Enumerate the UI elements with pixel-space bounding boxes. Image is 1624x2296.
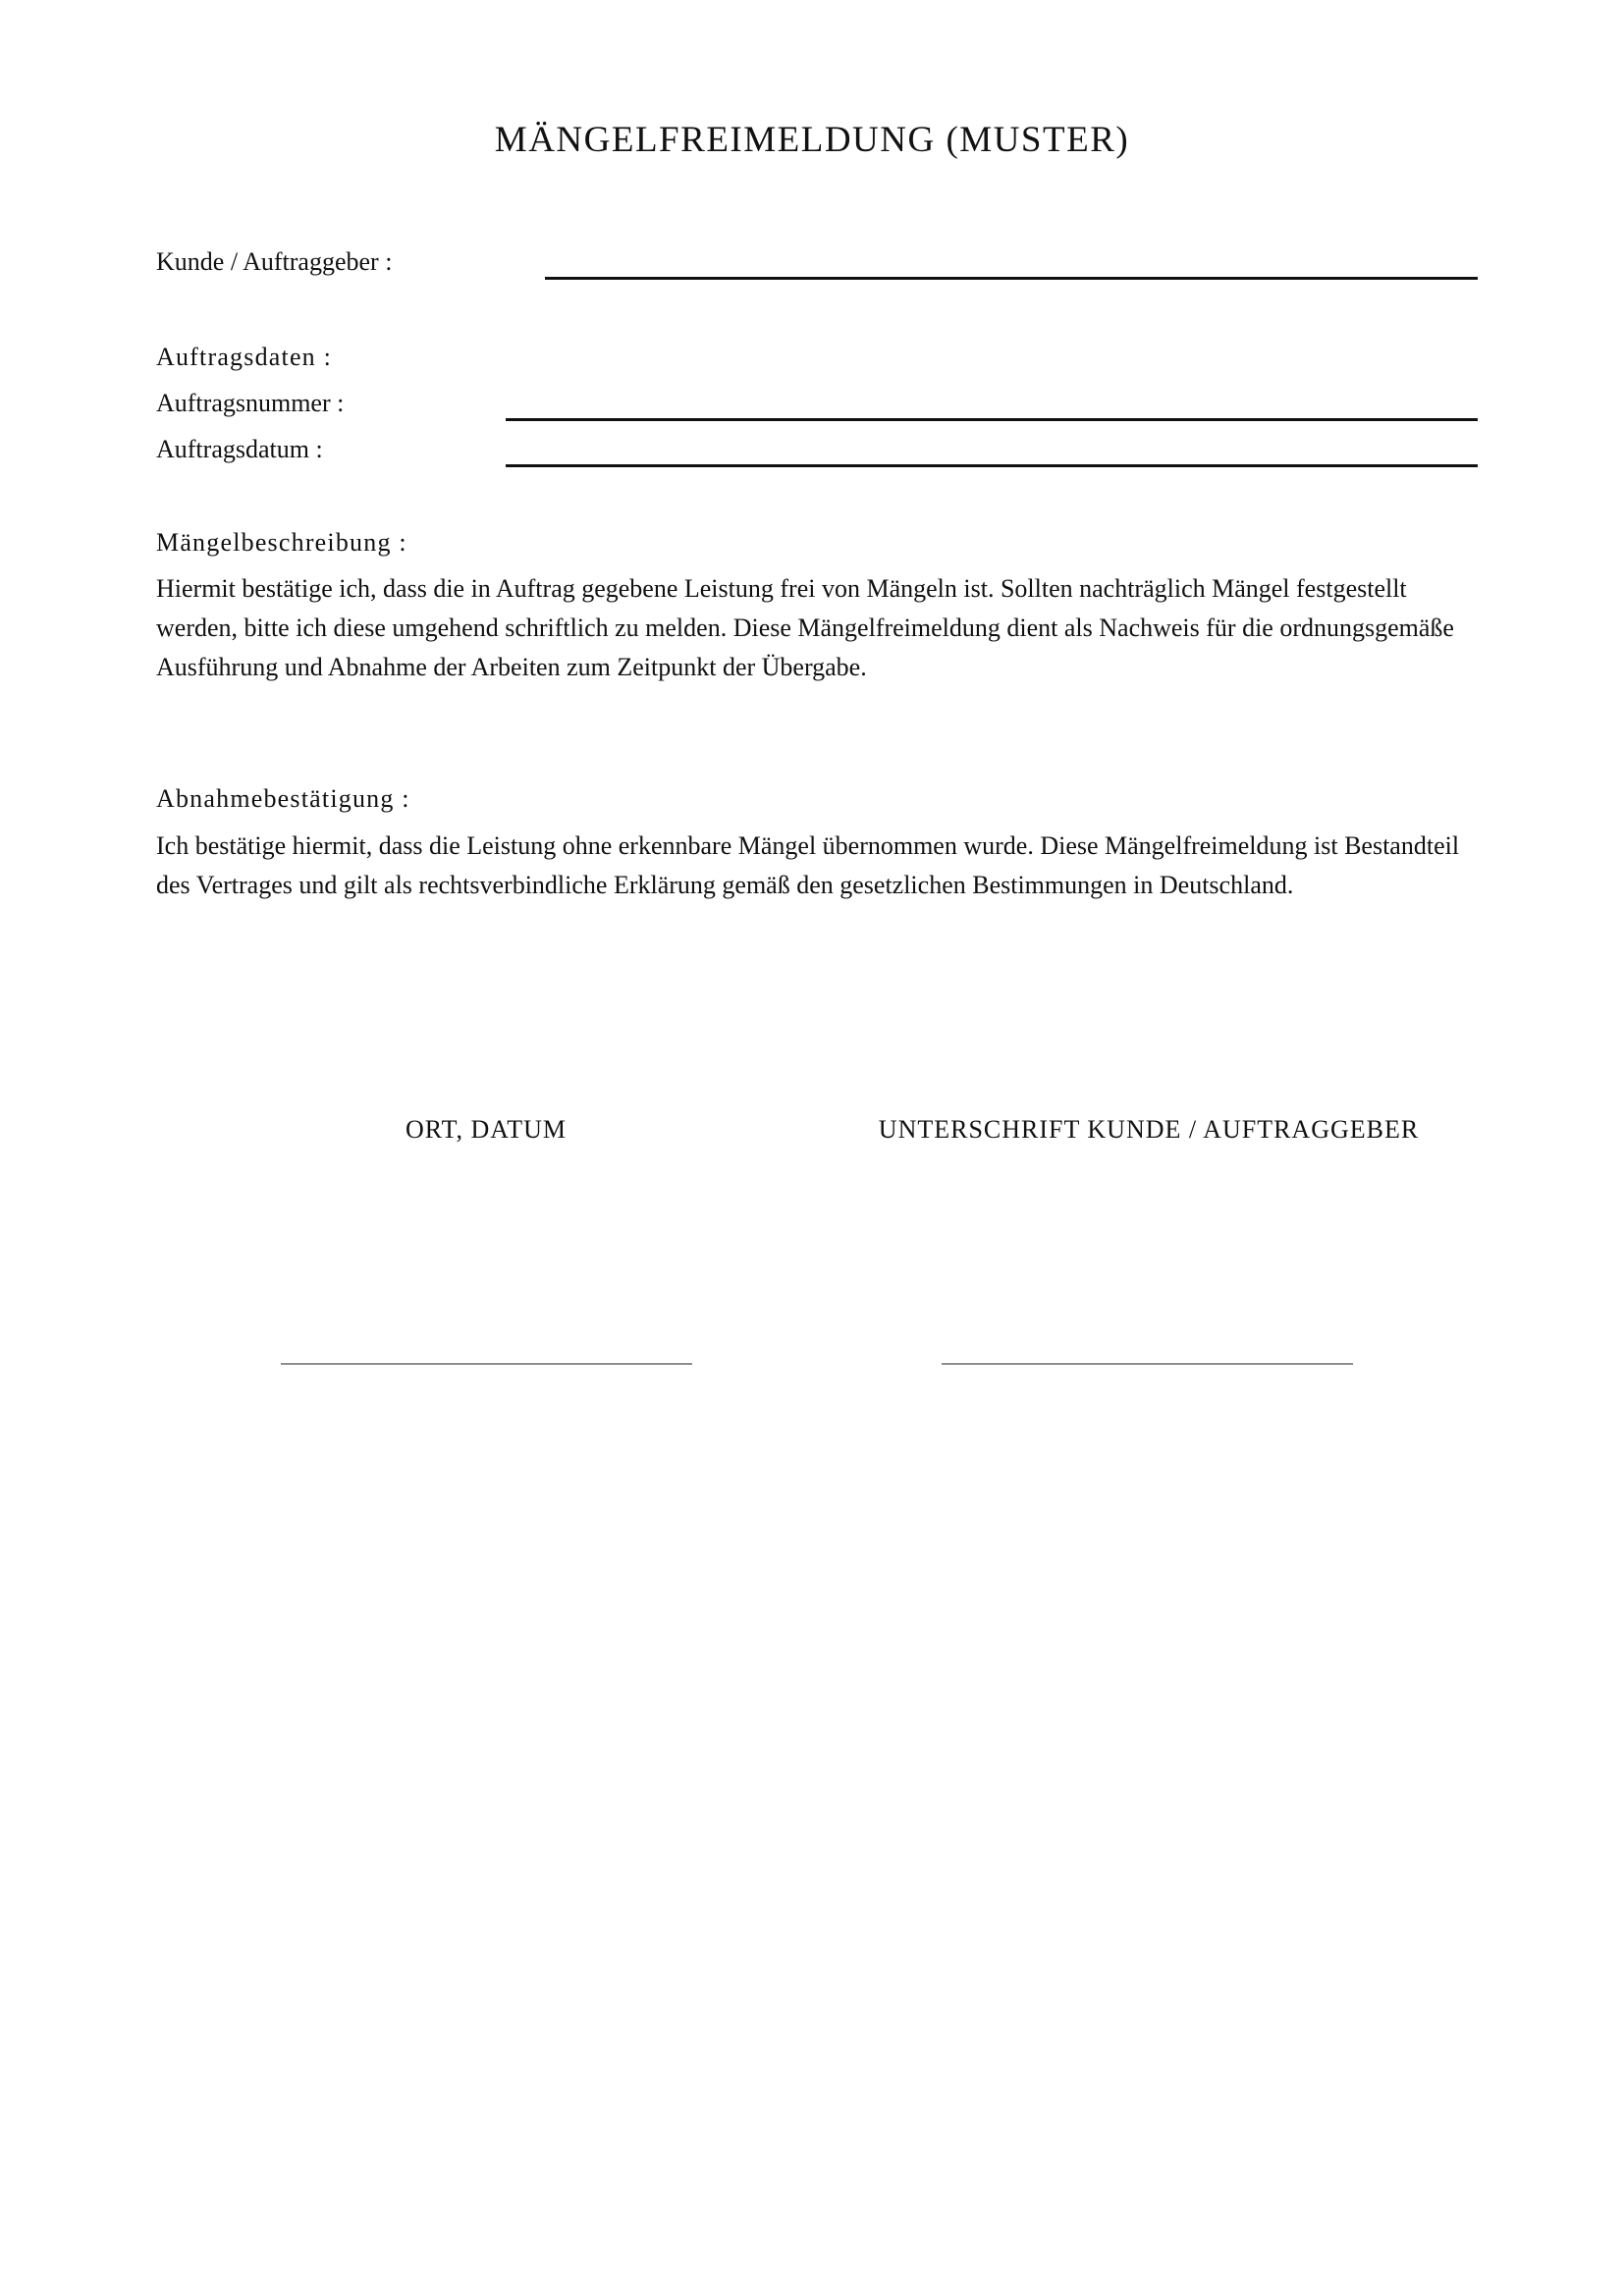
abnahme-text: Ich bestätige hiermit, dass die Leistung ohne erkennbare Mängel übernommen wurde. Diese Mängelfreimeldung ist Bestandteil des Vertrages und gilt als rechtsverbindliche Erklärung gemäß den gesetzlichen Bestimmungen in Deutschland. — [156, 831, 1460, 899]
kunde-fill-line[interactable] — [545, 277, 1478, 280]
unterschrift-label: UNTERSCHRIFT KUNDE / AUFTRAGGEBER — [878, 1115, 1420, 1144]
auftragsdatum-label: Auftragsdatum : — [156, 435, 323, 463]
abnahme-heading: Abnahmebestätigung : — [156, 784, 410, 813]
kunde-label: Kunde / Auftraggeber : — [156, 247, 393, 276]
maengel-heading: Mängelbeschreibung : — [156, 528, 407, 557]
auftragsnummer-label: Auftragsnummer : — [156, 389, 345, 417]
ort-datum-signature-line[interactable] — [281, 1363, 692, 1364]
auftragsnummer-fill-line[interactable] — [506, 418, 1478, 421]
unterschrift-signature-line[interactable] — [942, 1363, 1353, 1364]
auftragsdaten-label: Auftragsdaten : — [156, 343, 333, 371]
maengel-text: Hiermit bestätige ich, dass die in Auftrag gegebene Leistung frei von Mängeln ist. Sollten nachträglich Mängel festgestellt werden, bitte ich diese umgehend schriftlich zu melden. Diese Mängelfreimeldung dient als Nachweis für die ordnungsgemäße Ausführung und Abnahme der Arbeiten zum Zeitpunkt der Übergabe. — [156, 574, 1454, 681]
document-title: MÄNGELFREIMELDUNG (MUSTER) — [494, 120, 1130, 160]
auftragsdatum-fill-line[interactable] — [506, 464, 1478, 467]
ort-datum-label: ORT, DATUM — [406, 1115, 567, 1144]
